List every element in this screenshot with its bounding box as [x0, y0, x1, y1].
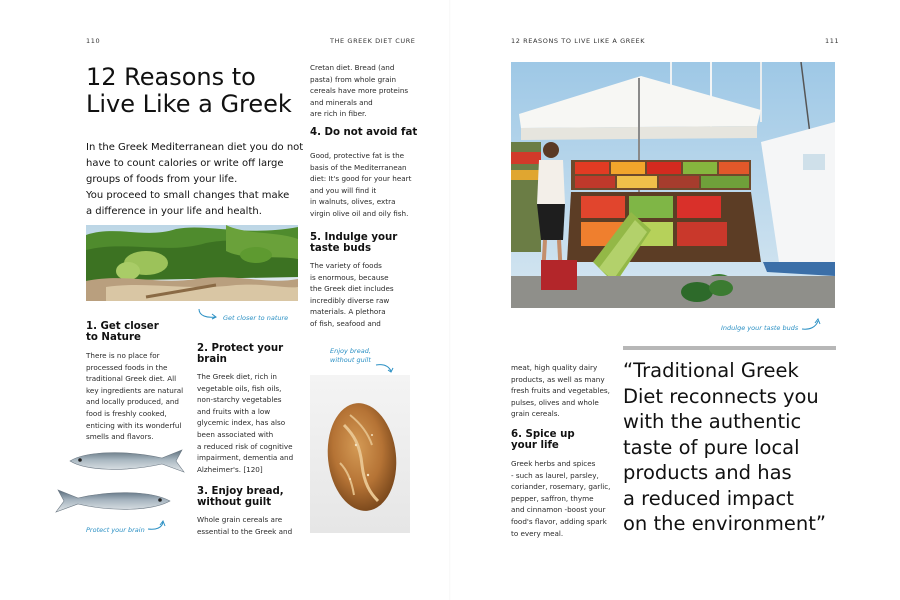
body-line: cereals have more proteins [310, 86, 409, 96]
quote-line: Diet reconnects you [623, 384, 819, 408]
heading-line: 5. Indulge your [310, 232, 398, 243]
sardine-photo [66, 446, 188, 476]
curved-arrow-icon [374, 362, 396, 374]
heading-line: taste buds [310, 243, 372, 254]
heading-line: 6. Spice up [511, 429, 575, 440]
title-line: Live Like a Greek [86, 90, 292, 118]
quote-line: a reduced impact [623, 486, 794, 510]
page-title [86, 64, 292, 118]
right-page-number: 111 [825, 37, 840, 45]
body-line: a reduced risk of cognitive [197, 441, 293, 451]
body-line: food is freshly cooked, [86, 408, 167, 418]
body-line: key ingredients are natural [86, 385, 184, 395]
section-body-5 [310, 260, 394, 330]
body-line: to every meal. [511, 528, 564, 538]
section-body-3 [197, 514, 292, 537]
section-heading-1 [86, 321, 159, 343]
body-line: Alzheimer's. [120] [197, 464, 263, 474]
quote-rule [623, 346, 836, 350]
body-line: and cinnamon -boost your [511, 505, 606, 515]
left-page-number: 110 [86, 37, 101, 45]
intro-line: have to count calories or write off large [86, 158, 284, 169]
section-body-4 [310, 150, 411, 220]
body-line: materials. A plethora [310, 307, 386, 317]
body-line: products, as well as many [511, 374, 605, 384]
right-running-header: 12 REASONS TO LIVE LIKE A GREEK [511, 37, 646, 45]
body-line: is enormous, because [310, 272, 389, 282]
heading-line: 4. Do not avoid fat [310, 127, 418, 138]
body-line: pasta) from whole grain [310, 74, 397, 84]
body-line: of fish, seafood and [310, 318, 381, 328]
section-body-5-continued [511, 362, 610, 420]
body-line: - such as laurel, parsley, [511, 470, 599, 480]
sardine-photo [52, 486, 174, 516]
intro-line: groups of foods from your life. [86, 174, 238, 185]
section-body-6 [511, 458, 610, 539]
heading-line: brain [197, 354, 227, 365]
quote-line: on the environment” [623, 512, 826, 535]
caption-line: without guilt [330, 356, 371, 364]
body-line: traditional Greek diet. All [86, 374, 177, 384]
grapes-caption: Get closer to nature [223, 314, 289, 322]
quote-line: products and has [623, 461, 792, 484]
pull-quote [623, 358, 853, 537]
section-heading-2 [197, 343, 283, 365]
intro-line: You proceed to small changes that make [86, 190, 290, 201]
body-line: in walnuts, olives, extra [310, 197, 396, 207]
curved-arrow-icon [800, 318, 822, 332]
body-line: meat, high quality dairy [511, 363, 598, 372]
heading-line: 3. Enjoy bread, [197, 486, 284, 497]
market-stall-photo [511, 62, 835, 308]
left-running-header: THE GREEK DIET CURE [330, 37, 416, 45]
body-line: vegetable oils, fish oils, [197, 383, 282, 393]
curved-arrow-icon [197, 308, 219, 320]
body-line: There is no place for [86, 351, 160, 360]
body-line: pulses, olives and whole [511, 397, 599, 407]
intro-line: a difference in your life and health. [86, 206, 262, 217]
body-line: the Greek diet includes [310, 284, 394, 294]
section-body-3-continued [310, 62, 408, 120]
body-line: basis of the Mediterranean [310, 162, 407, 172]
heading-line: your life [511, 440, 559, 451]
body-line: been associated with [197, 429, 274, 439]
section-heading-6 [511, 429, 575, 451]
photo-caption: Indulge your taste buds [721, 324, 799, 332]
bread-caption [330, 347, 371, 365]
body-line: enticing with its wonderful [86, 420, 182, 430]
heading-line: without guilt [197, 497, 272, 508]
quote-line: taste of pure local [623, 435, 800, 459]
body-line: food's flavor, adding spark [511, 516, 607, 526]
body-line: Cretan diet. Bread (and [310, 63, 395, 72]
body-line: and fruits with a low [197, 406, 271, 416]
body-line: pepper, saffron, thyme [511, 493, 594, 503]
grapevine-photo [86, 225, 298, 301]
body-line: The Greek diet, rich in [197, 372, 277, 381]
body-line: and minerals and [310, 97, 373, 107]
heading-line: to Nature [86, 332, 141, 343]
heading-line: 2. Protect your [197, 343, 284, 354]
body-line: essential to the Greek and [197, 526, 293, 536]
body-line: Greek herbs and spices [511, 459, 596, 468]
caption-line: Enjoy bread, [330, 347, 371, 355]
body-line: diet: It's good for your heart [310, 174, 412, 184]
section-body-1 [86, 350, 183, 443]
bread-photo [310, 375, 410, 533]
page-gutter [449, 0, 451, 600]
body-line: grain cereals. [511, 409, 560, 419]
title-line: 12 Reasons to [86, 63, 256, 91]
body-line: Good, protective fat is the [310, 151, 405, 160]
body-line: are rich in fiber. [310, 109, 367, 119]
body-line: fresh fruits and vegetables, [511, 386, 610, 396]
curved-arrow-icon [146, 520, 166, 532]
body-line: smells and flavors. [86, 432, 154, 442]
body-line: incredibly diverse raw [310, 295, 390, 305]
quote-line: with the authentic [623, 410, 802, 433]
body-line: The variety of foods [310, 261, 382, 270]
body-line: virgin olive oil and oily fish. [310, 208, 409, 218]
section-body-2 [197, 371, 293, 475]
fish-caption: Protect your brain [86, 526, 145, 534]
body-line: non-starchy vegetables [197, 395, 282, 405]
body-line: glycemic index, has also [197, 418, 286, 428]
section-heading-5 [310, 232, 397, 254]
body-line: impairment, dementia and [197, 453, 294, 463]
heading-line: 1. Get closer [86, 321, 159, 332]
body-line: Whole grain cereals are [197, 515, 283, 524]
section-heading-3 [197, 486, 284, 508]
body-line: and you will find it [310, 185, 377, 195]
section-heading-4 [310, 127, 417, 138]
body-line: coriander, rosemary, garlic, [511, 482, 611, 492]
intro-paragraph [86, 140, 304, 220]
body-line: and locally produced, and [86, 397, 179, 407]
body-line: processed foods in the [86, 362, 168, 372]
quote-line: “Traditional Greek [623, 359, 799, 382]
intro-line: In the Greek Mediterranean diet you do not [86, 142, 304, 153]
